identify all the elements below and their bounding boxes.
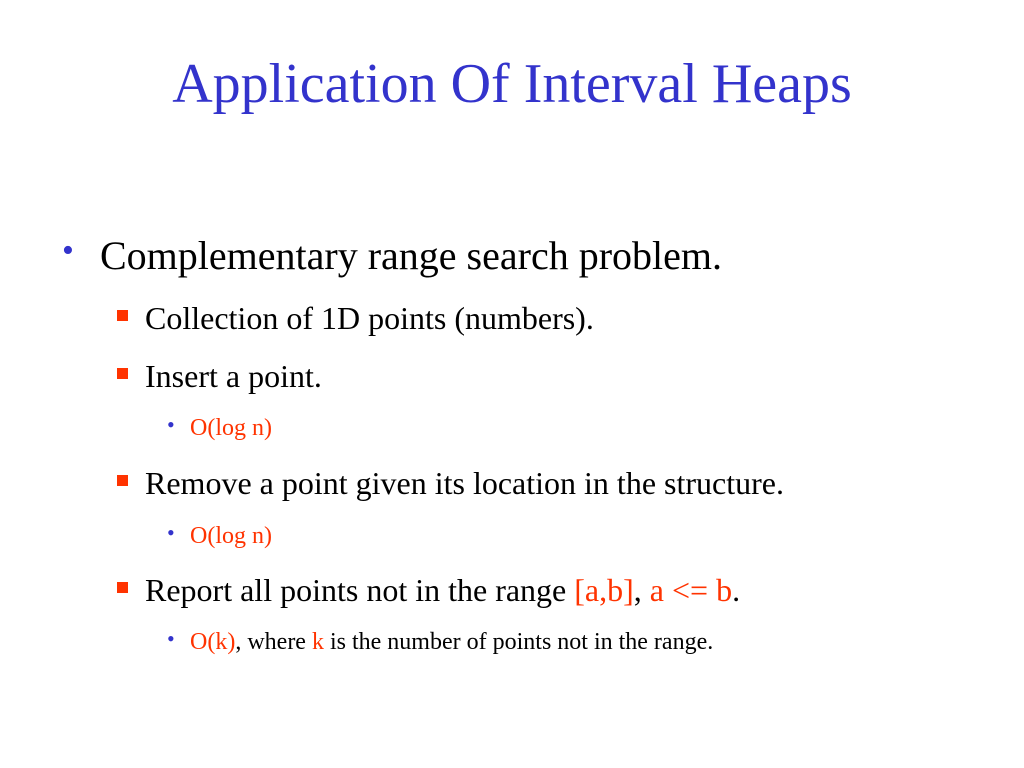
small-bullet-dot-icon: • — [167, 520, 175, 545]
report-rest: is the number of points not in the range. — [323, 629, 714, 655]
report-complexity-line — [190, 626, 713, 658]
bullet-dot-icon: • — [62, 232, 74, 269]
range-notation: [a,b] — [574, 572, 634, 608]
square-bullet-icon — [117, 310, 128, 321]
square-bullet-icon — [117, 582, 128, 593]
report-suffix: . — [732, 572, 741, 608]
range-condition: a <= b — [649, 572, 733, 608]
bullet-remove-point: Remove a point given its location in the structure. — [145, 465, 784, 501]
bullet-complementary-range-search: Complementary range search problem. — [100, 233, 722, 278]
report-complexity: O(k) — [190, 629, 236, 655]
small-bullet-dot-icon: • — [167, 626, 175, 651]
variable-k: k — [311, 629, 324, 655]
remove-complexity: O(log n) — [190, 523, 272, 549]
bullet-collection-of-points: Collection of 1D points (numbers). — [145, 300, 594, 336]
report-prefix: Report all points not in the range — [145, 572, 575, 608]
small-bullet-dot-icon: • — [167, 412, 175, 437]
insert-complexity: O(log n) — [190, 415, 272, 441]
square-bullet-icon — [117, 368, 128, 379]
square-bullet-icon — [117, 475, 128, 486]
report-separator: , — [633, 572, 650, 608]
bullet-insert-point: Insert a point. — [145, 358, 322, 394]
slide-title: Application Of Interval Heaps — [172, 53, 852, 115]
report-where: , where — [235, 629, 312, 655]
bullet-report-points — [145, 570, 740, 610]
